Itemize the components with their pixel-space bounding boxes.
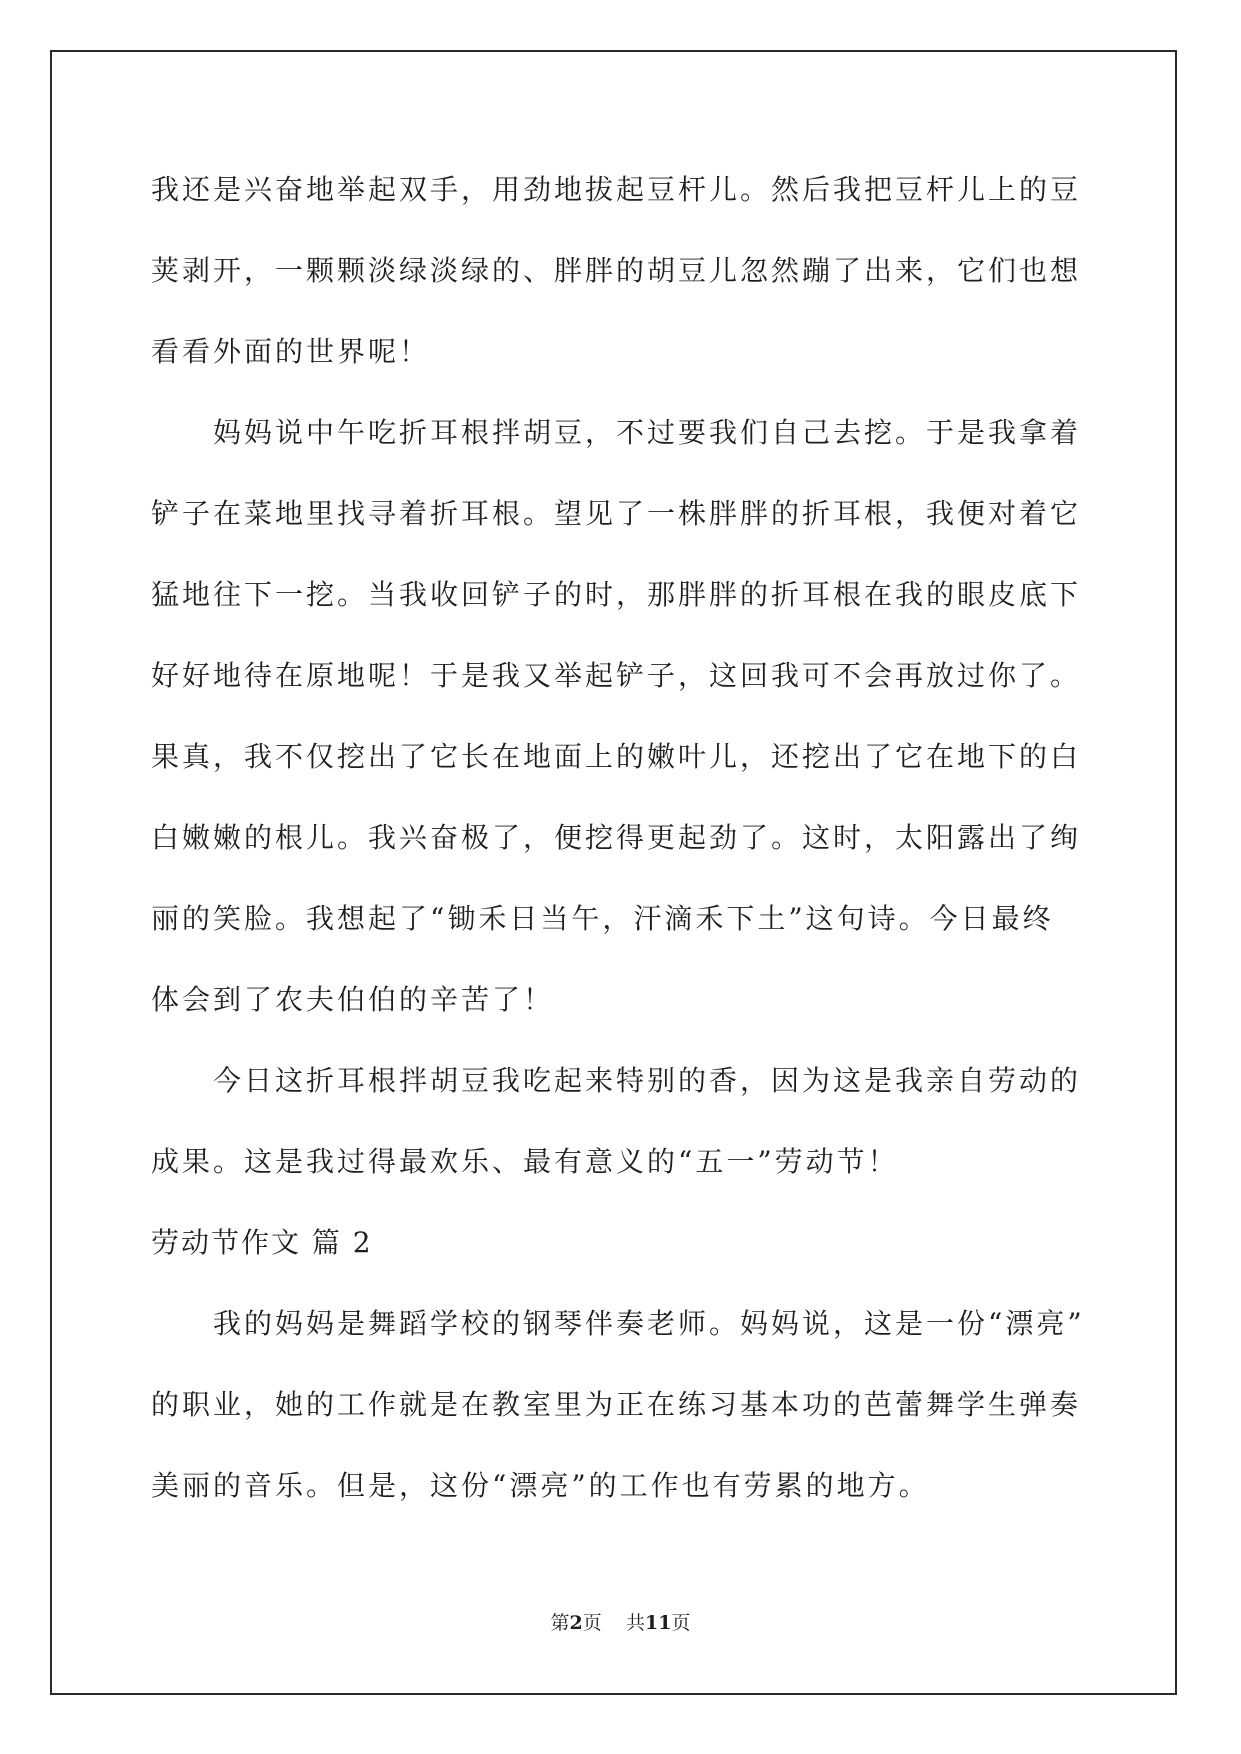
footer-page-current: 2 xyxy=(569,1612,583,1634)
body-line: 看看外面的世界呢！ xyxy=(151,335,431,368)
body-line: 成果。这是我过得最欢乐、最有意义的“五一”劳动节！ xyxy=(151,1145,899,1178)
page-footer xyxy=(0,1608,1241,1635)
body-line: 铲子在菜地里找寻着折耳根。望见了一株胖胖的折耳根，我便对着它 xyxy=(151,497,1082,530)
body-line: 荚剥开，一颗颗淡绿淡绿的、胖胖的胡豆儿忽然蹦了出来，它们也想 xyxy=(151,254,1082,287)
footer-page-total: 11 xyxy=(644,1612,672,1634)
page-border xyxy=(50,50,1177,1695)
body-line: 猛地往下一挖。当我收回铲子的时，那胖胖的折耳根在我的眼皮底下 xyxy=(151,578,1082,611)
body-line: 我的妈妈是舞蹈学校的钢琴伴奏老师。妈妈说，这是一份“漂亮” xyxy=(213,1307,1085,1340)
body-line: 白嫩嫩的根儿。我兴奋极了，便挖得更起劲了。这时，太阳露出了绚 xyxy=(151,821,1082,854)
footer-page-unit: 页 xyxy=(582,1612,602,1634)
body-line: 丽的笑脸。我想起了“锄禾日当午，汗滴禾下土”这句诗。今日最终 xyxy=(151,902,1054,935)
body-line: 美丽的音乐。但是，这份“漂亮”的工作也有劳累的地方。 xyxy=(151,1469,930,1502)
body-line: 今日这折耳根拌胡豆我吃起来特别的香，因为这是我亲自劳动的 xyxy=(213,1064,1082,1097)
section-heading: 劳动节作文 篇 2 xyxy=(151,1226,373,1259)
body-line: 妈妈说中午吃折耳根拌胡豆，不过要我们自己去挖。于是我拿着 xyxy=(213,416,1082,449)
body-line: 我还是兴奋地举起双手，用劲地拔起豆杆儿。然后我把豆杆儿上的豆 xyxy=(151,173,1082,206)
body-line: 果真，我不仅挖出了它长在地面上的嫩叶儿，还挖出了它在地下的白 xyxy=(151,740,1082,773)
body-line: 的职业，她的工作就是在教室里为正在练习基本功的芭蕾舞学生弹奏 xyxy=(151,1388,1082,1421)
body-line: 好好地待在原地呢！于是我又举起铲子，这回我可不会再放过你了。 xyxy=(151,659,1082,692)
footer-total-unit: 页 xyxy=(671,1612,691,1634)
body-line: 体会到了农夫伯伯的辛苦了！ xyxy=(151,983,555,1016)
footer-page-prefix: 第 xyxy=(550,1612,570,1634)
footer-total-prefix: 共 xyxy=(625,1612,645,1634)
